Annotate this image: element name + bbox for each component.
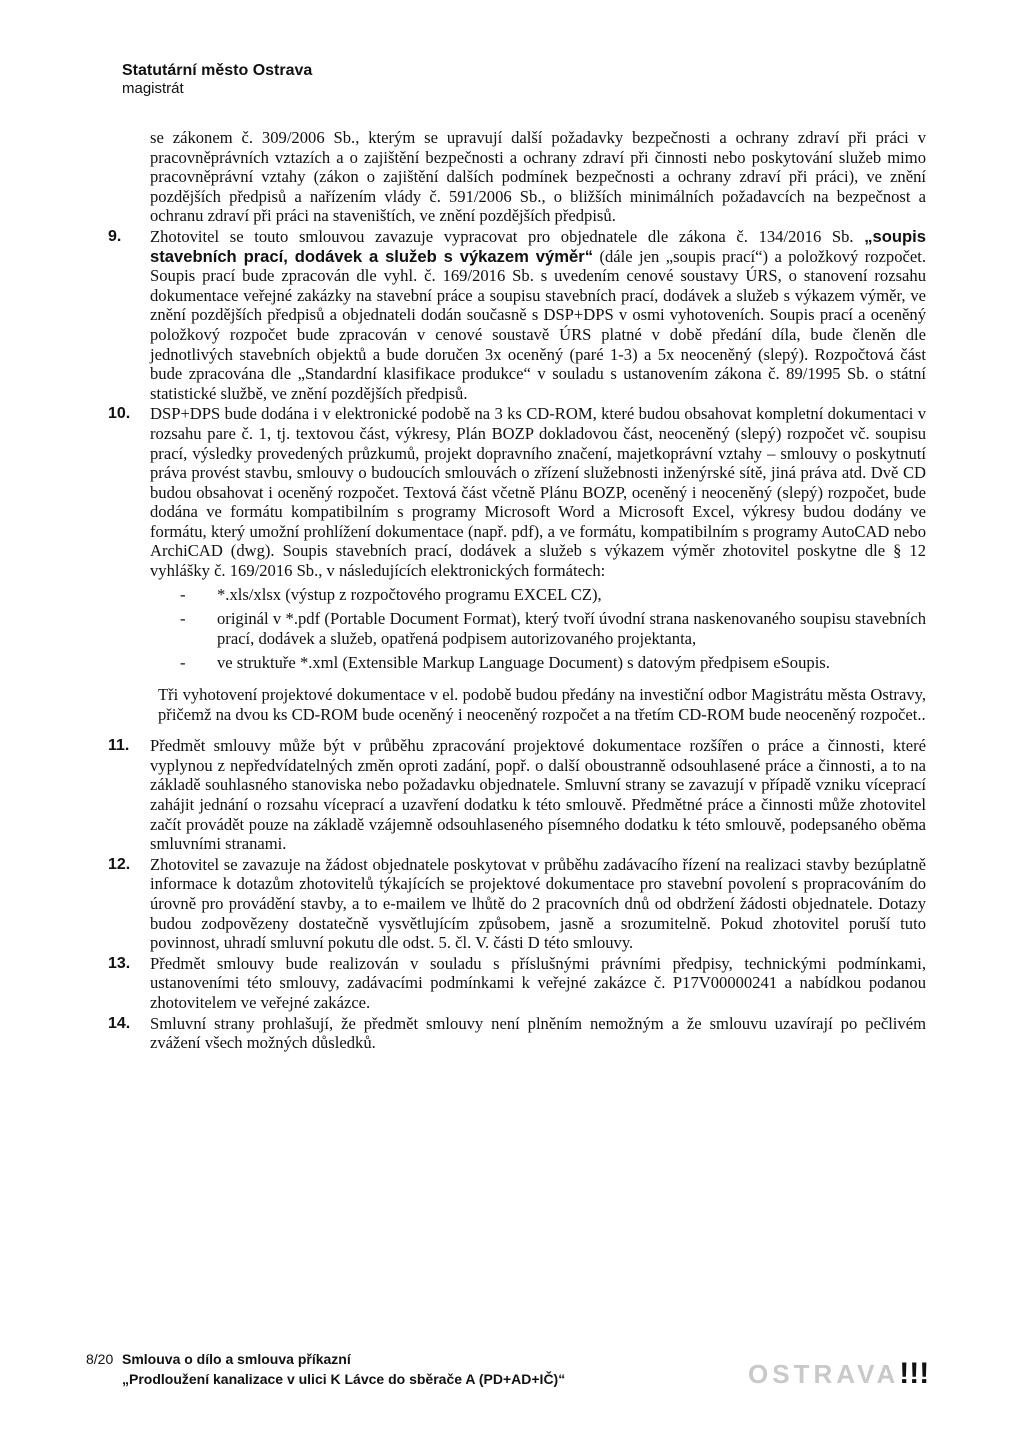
organization-name: Statutární město Ostrava [122, 62, 313, 79]
list-item [150, 653, 926, 673]
dash-marker: - [180, 653, 186, 673]
clause-11 [108, 736, 926, 854]
dash-marker: - [180, 584, 186, 604]
logo-marks: !!! [899, 1357, 930, 1390]
clause-number: 10. [108, 405, 131, 423]
clause-9-bold-term: „soupis stavebních prací, dodávek a služeb s výkazem výměr“ [150, 226, 926, 266]
clause-number: 14. [108, 1014, 131, 1032]
list-item-text: originál v *.pdf (Portable Document Format), který tvoří úvodní strana naskenovaného soupisu stavebních prací, dodávek a služeb, opatřená podpisem autorizovaného projektanta, [217, 609, 926, 648]
list-item-text: ve struktuře *.xml (Extensible Markup Language Document) s datovým předpisem eSoupis. [217, 653, 830, 673]
page-header [122, 62, 312, 98]
clause-10-note: Tři vyhotovení projektové dokumentace v el. podobě budou předány na investiční odbor Magistrátu města Ostravy, přičemž na dvou ks CD-ROM bude oceněný i neoceněný rozpočet a na třetím CD-ROM bude neoceněný rozpočet.. [158, 685, 926, 724]
clause-number: 13. [108, 954, 131, 972]
clause-9-text-before: Zhotovitel se touto smlouvou zavazuje vypracovat pro objednatele dle zákona č. 134/2016 Sb. [150, 226, 854, 246]
page-footer [0, 1351, 1024, 1411]
list-item-text: *.xls/xlsx (výstup z rozpočtového programu EXCEL CZ), [217, 584, 602, 604]
clause-number: 9. [108, 227, 122, 245]
dash-marker: - [180, 609, 186, 629]
document-body [108, 128, 926, 1053]
clause-14 [108, 1014, 926, 1053]
contract-title: Smlouva o dílo a smlouva příkazní [122, 1351, 351, 1367]
clause-14-text: Smluvní strany prohlašují, že předmět smlouvy není plněním nemožným a že smlouvu uzavírají po pečlivém zvážení všech možných důsledků. [150, 1013, 926, 1053]
clause-9 [108, 227, 926, 403]
clause-13-text: Předmět smlouvy bude realizován v souladu s příslušnými právními předpisy, technickými podmínkami, ustanoveními této smlouvy, zadávacími podmínkami k veřejné zakázce č. P17V00000241 a nabídkou podanou zhotovitelem ve veřejné zakázce. [150, 953, 926, 1012]
list-item [150, 585, 926, 605]
list-item [150, 609, 926, 648]
clause-12 [108, 855, 926, 953]
clause-9-text-after: (dále jen „soupis prací“) a položkový rozpočet. Soupis prací bude zpracován dle vyhl. č. 169/2016 Sb. s uvedením cenové soustavy ÚRS, o stanovení rozsahu dokumentace veřejné zakázky na stavební práce a soupisu stavebních prací, dodávek a služeb s výkazem výměr, ve znění pozdějších předpisů a objednateli dodán současně s DSP+DPS v osmi vyhotoveních. Soupis prací a oceněný položkový rozpočet bude zpracován v cenové soustavě ÚRS platné v době předání díla, bude členěn dle jednotlivých stavebních objektů a bude doručen 3x oceněný (paré 1-3) a 5x neoceněný (slepý). Rozpočtová část bude zpracována dle „Standardní klasifikace produkce“ v souladu s ustanovením zákona č. 89/1995 Sb. o státní statistické službě, ve znění pozdějších předpisů. [150, 246, 926, 403]
page-number: 8/20 [86, 1351, 114, 1367]
clause-13 [108, 954, 926, 1013]
project-title: „Prodloužení kanalizace v ulici K Lávce do sběrače A (PD+AD+IČ)“ [122, 1371, 566, 1387]
format-list [150, 585, 926, 673]
clause-number: 12. [108, 855, 131, 873]
department-name: magistrát [122, 80, 184, 98]
intro-paragraph: se zákonem č. 309/2006 Sb., kterým se upravují další požadavky bezpečnosti a ochrany zdraví při práci v pracovněprávních vztazích a o zajištění bezpečnosti a ochrany zdraví při činnosti nebo poskytování služeb mimo pracovněprávní vztahy (zákon o zajištění dalších podmínek bezpečnosti a ochrany zdraví při práci), ve znění pozdějších předpisů a nařízením vlády č. 591/2006 Sb., o bližších minimálních požadavcích na bezpečnost a ochranu zdraví při práci na staveništích, ve znění pozdějších předpisů. [150, 128, 926, 226]
clause-10-text: DSP+DPS bude dodána i v elektronické podobě na 3 ks CD-ROM, které budou obsahovat kompletní dokumentaci v rozsahu pare č. 1, tj. textovou část, výkresy, Plán BOZP dokladovou část, neoceněný (slepý) rozpočet vč. soupisu prací, výsledky provedených průzkumů, projekt dopravního značení, majetkoprávní vztahy – smlouvy o poskytnutí práva provést stavbu, smlouvy o budoucích smlouvách o zřízení služebnosti inženýrské sítě, jiná práva atd. Dvě CD budou obsahovat i oceněný rozpočet. Textová část včetně Plánu BOZP, oceněný i neoceněný (slepý) rozpočet, bude dodána ve formátu kompatibilním s programy Microsoft Word a Microsoft Excel, výkresy budou dodány ve formátu, který umožní prohlížení dokumentace (např. pdf), a ve formátu, kompatibilním s programy AutoCAD nebo ArchiCAD (dwg). Soupis stavebních prací, dodávek a služeb s výkazem výměr zhotovitel poskytne dle § 12 vyhlášky č. 169/2016 Sb., v následujících elektronických formátech: [150, 404, 926, 581]
clause-number: 11. [108, 737, 130, 755]
clause-11-text: Předmět smlouvy může být v průběhu zpracování projektové dokumentace rozšířen o práce a činnosti, které vyplynou z nepředvídatelných změn oproti zadání, popř. o další oboustranně odsouhlasené práce a činnosti, a to na základě souhlasného stanoviska nebo požadavku objednatele. Smluvní strany se zavazují v případě vzniku víceprací zahájit jednání o rozsahu víceprací a uzavření dodatku k této smlouvě. Předmětné práce a činnosti může zhotovitel začít provádět pouze na základě vzájemně odsouhlaseného písemného dodatku k této smlouvě, podepsaného oběma smluvními stranami. [150, 736, 926, 854]
clause-10 [108, 404, 926, 724]
logo-text: OSTRAVA [748, 1359, 900, 1389]
ostrava-logo [748, 1357, 929, 1391]
clause-12-text: Zhotovitel se zavazuje na žádost objednatele poskytovat v průběhu zadávacího řízení na realizaci stavby bezúplatně informace k dotazům zhotovitelů týkajících se projektové dokumentace pro stavební povolení s propracováním do úrovně pro provádění stavby, a to e-mailem ve lhůtě do 2 pracovních dnů od obdržení žádosti objednatele. Dotazy budou zodpovězeny dostatečně vysvětlujícím způsobem, jasně a srozumitelně. Pokud zhotovitel poruší tuto povinnost, uhradí smluvní pokutu dle odst. 5. čl. V. části D této smlouvy. [150, 854, 926, 953]
